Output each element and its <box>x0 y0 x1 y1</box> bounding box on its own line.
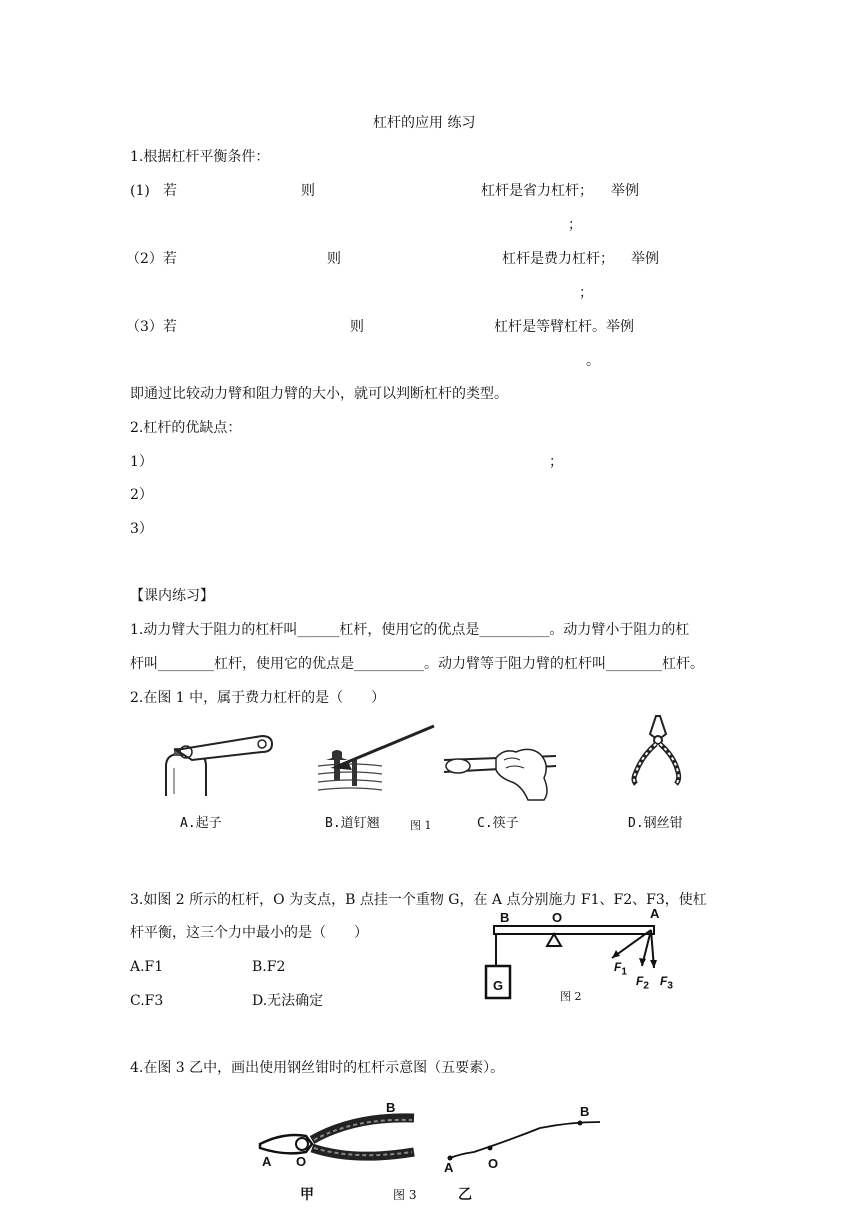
sec2-item-1: 1） <box>130 454 153 470</box>
fig1-option-a: A.起子 <box>180 816 222 831</box>
q3-line2: 杆平衡，这三个力中最小的是（ ） <box>130 925 368 941</box>
sec2-heading: 2.杠杆的优缺点： <box>130 420 242 436</box>
r2-then: 则 <box>327 251 341 267</box>
fig2-label-o: O <box>552 910 563 925</box>
fig3-caption: 图 3 <box>393 1188 417 1202</box>
fig1-option-c: C.筷子 <box>477 816 519 831</box>
q3-line1: 3.如图 2 所示的杠杆，O 为支点，B 点挂一个重物 G，在 A 点分别施力 F1、F2、F3，使杠 <box>130 892 707 908</box>
fig1-caption: 图 1 <box>410 819 432 832</box>
r1-result: 杠杆是省力杠杆； <box>481 183 593 199</box>
fig3-jia-label-a: A <box>262 1154 272 1169</box>
pliers-figure <box>628 712 688 792</box>
fig2-label-f3: $F_3$ <box>660 974 673 992</box>
r1-if: 若 <box>163 183 177 199</box>
r3-end: 。 <box>586 353 600 369</box>
r2-result: 杠杆是费力杠杆； <box>502 251 614 267</box>
fig2-label-a: A <box>650 906 660 921</box>
q3-option-d: D.无法确定 <box>252 993 324 1009</box>
fig1-option-b: B.道钉翘 <box>325 816 380 831</box>
chopsticks-figure <box>440 742 560 802</box>
fig3-yi-label-b: B <box>580 1104 590 1119</box>
sec2-item-3: 3） <box>130 521 153 537</box>
r3-result: 杠杆是等臂杠杆。举例 <box>494 319 634 335</box>
fig3-jia-label-b: B <box>386 1100 396 1115</box>
q3-option-c: C.F3 <box>130 993 164 1009</box>
fig3-yi-label-o: O <box>488 1156 499 1171</box>
r1-then: 则 <box>301 183 315 199</box>
bottle-opener-figure <box>162 728 282 798</box>
q1-line2: 杆叫________杠杆，使用它的优点是__________。动力臂等于阻力臂的杠杆叫________杠杆。 <box>130 656 704 672</box>
r1-end: ； <box>568 217 582 233</box>
fig2-label-f2: $F_2$ <box>636 974 649 992</box>
fig3-yi-label: 乙 <box>458 1186 472 1202</box>
sec1-summary: 即通过比较动力臂和阻力臂的大小，就可以判断杠杆的类型。 <box>130 386 508 402</box>
q4-text: 4.在图 3 乙中，画出使用钢丝钳时的杠杆示意图（五要素）。 <box>130 1060 505 1076</box>
rail-spike-lever-figure <box>312 722 442 802</box>
lever-sketch-figure-3-yi <box>440 1110 610 1170</box>
q2-text: 2.在图 1 中，属于费力杠杆的是（ ） <box>130 690 386 706</box>
q1-line1: 1.动力臂大于阻力的杠杆叫______杠杆，使用它的优点是__________。动力臂小于阻力的杠 <box>130 622 690 638</box>
r1-example: 举例 <box>611 183 639 199</box>
sec2-item-2: 2） <box>130 487 153 503</box>
r2-end: ； <box>579 285 593 301</box>
fig1-option-d: D.钢丝钳 <box>628 816 683 831</box>
fig2-label-b: B <box>500 910 510 925</box>
sec2-item-1-end: ； <box>549 454 563 470</box>
pliers-figure-3-jia <box>254 1112 424 1182</box>
fig2-caption: 图 2 <box>560 990 582 1003</box>
fig2-label-g: G <box>493 978 504 993</box>
practice-heading: 【课内练习】 <box>130 588 214 604</box>
q3-option-b: B.F2 <box>252 959 286 975</box>
lever-figure-2 <box>484 906 684 1026</box>
r3-prefix: （3）若 <box>126 319 177 335</box>
sec1-heading: 1.根据杠杆平衡条件： <box>130 149 270 165</box>
r2-example: 举例 <box>631 251 659 267</box>
r2-prefix: （2）若 <box>126 251 177 267</box>
fig3-jia-label: 甲 <box>300 1186 314 1202</box>
fig3-jia-label-o: O <box>296 1154 307 1169</box>
r1-prefix: (1) <box>130 183 150 199</box>
r3-then: 则 <box>350 319 364 335</box>
fig2-label-f1: $F_1$ <box>614 960 627 978</box>
q3-option-a: A.F1 <box>130 959 164 975</box>
page-title: 杠杆的应用 练习 <box>373 115 476 131</box>
fig3-yi-label-a: A <box>444 1160 454 1175</box>
